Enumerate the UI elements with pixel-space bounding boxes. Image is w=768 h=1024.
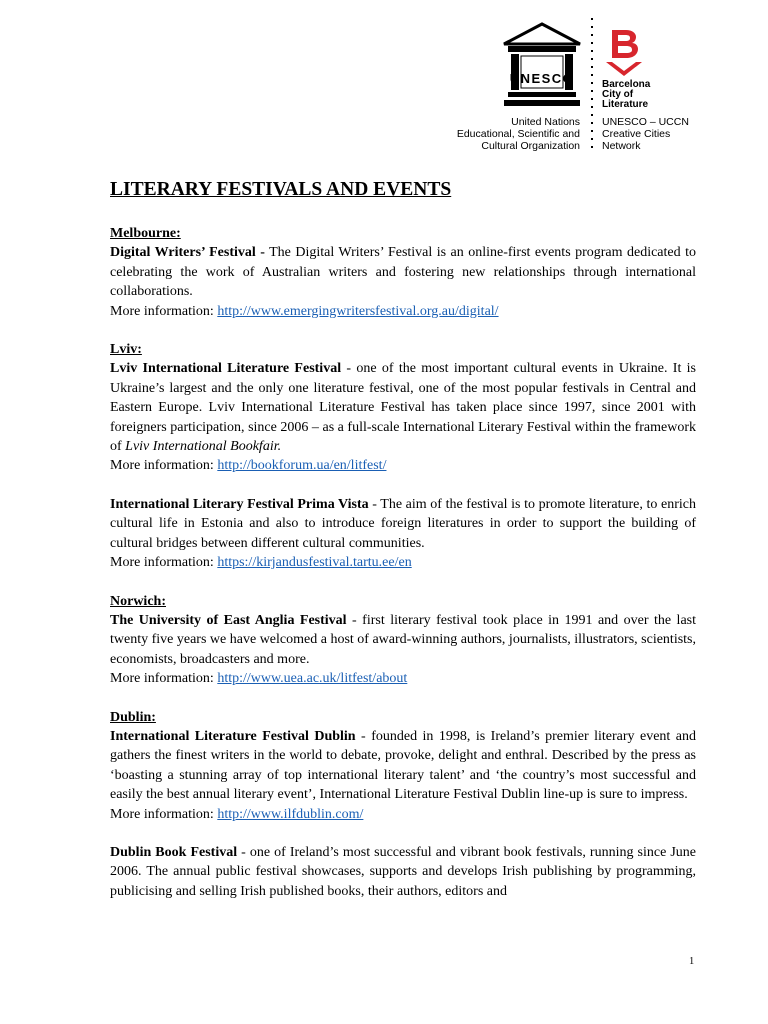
dotted-divider	[591, 18, 593, 150]
barcelona-city-of-literature: Barcelona City of Literature	[602, 79, 651, 110]
festival-description: International Literary Festival Prima Vista - The aim of the festival is to promote literature, to enrich cultural life in Estonia and also to introduce foreign literatures in order to support the building of cultural bridges between different cultural communities.	[110, 496, 696, 551]
festival-link[interactable]: http://www.ilfdublin.com/	[217, 806, 364, 822]
festival-description: The University of East Anglia Festival - first literary festival took place in 1991 and over the last twenty five years we have welcomed a host of award-winning authors, journalists, illustrators, scientists, economists, broadcasters and more.	[110, 612, 696, 667]
page-number: 1	[689, 956, 695, 967]
barcelona-b-logo	[602, 28, 646, 78]
festival-name: Lviv International Literature Festival	[110, 361, 342, 377]
more-information: More information: http://bookforum.ua/en/litfest/	[110, 458, 387, 474]
page-header	[0, 14, 768, 154]
festival-description: Dublin Book Festival - one of Ireland’s most successful and vibrant book festivals, running since June 2006. The annual public festival showcases, supports and develops Irish publishing by programming, publicising and selling Irish published books, their authors, editors and	[110, 844, 696, 899]
festival-link[interactable]: http://www.emergingwritersfestival.org.au/digital/	[217, 303, 499, 319]
document-body	[110, 178, 696, 901]
unesco-temple-logo	[500, 22, 584, 112]
festival-description: International Literature Festival Dublin - founded in 1998, is Ireland’s premier literary event and gathers the finest writers in the world to debate, provoke, delight and enthral. Described by the press as ‘boasting a stunning array of top international literary talent’ and ‘the country’s most successful and easily the best annual literary event’, International Literature Festival Dublin line-up is sure to impress.	[110, 728, 696, 803]
unesco-wordmark: UNESCO	[509, 71, 575, 86]
festival-name: International Literature Festival Dublin	[110, 728, 356, 744]
page-title: LITERARY FESTIVALS AND EVENTS	[110, 179, 452, 200]
festival-link[interactable]: http://bookforum.ua/en/litfest/	[217, 458, 387, 474]
festival-description: Digital Writers’ Festival - The Digital Writers’ Festival is an online-first events program dedicated to celebrating the work of Australian writers and fostering new relationships through international collaborations.	[110, 245, 696, 300]
festival-name: Dublin Book Festival	[110, 844, 238, 860]
festival-description: Lviv International Literature Festival - one of the most important cultural events in Ukraine. It is Ukraine’s largest and the only one literature festival, one of the most popular festivals in Central and Eastern Europe. Lviv International Literature Festival has taken place since 1997, since 2001 with foreigners participation, since 2006 – as a full-scale International Literary Festival within the framework of Lviv International Bookfair.	[110, 361, 696, 455]
more-information: More information: http://www.uea.ac.uk/litfest/about	[110, 671, 408, 687]
unesco-name: United Nations Educational, Scientific and Cultural Organization	[456, 116, 580, 152]
more-information: More information: http://www.ilfdublin.com/	[110, 806, 364, 822]
festival-name: International Literary Festival Prima Vista	[110, 496, 369, 512]
more-information: More information: https://kirjandusfestival.tartu.ee/en	[110, 555, 412, 571]
city-heading-dublin: Dublin:	[110, 709, 156, 725]
festival-link[interactable]: http://www.uea.ac.uk/litfest/about	[217, 671, 408, 687]
festival-name: Digital Writers’ Festival -	[110, 245, 265, 261]
city-heading-lviv: Lviv:	[110, 342, 142, 358]
city-heading-melbourne: Melbourne:	[110, 226, 181, 241]
city-heading-norwich: Norwich:	[110, 593, 166, 609]
festival-name: The University of East Anglia Festival	[110, 612, 347, 628]
festival-link[interactable]: https://kirjandusfestival.tartu.ee/en	[217, 555, 412, 571]
uccn-name: UNESCO – UCCN Creative Cities Network	[602, 116, 689, 152]
more-information: More information: http://www.emergingwritersfestival.org.au/digital/	[110, 303, 499, 319]
